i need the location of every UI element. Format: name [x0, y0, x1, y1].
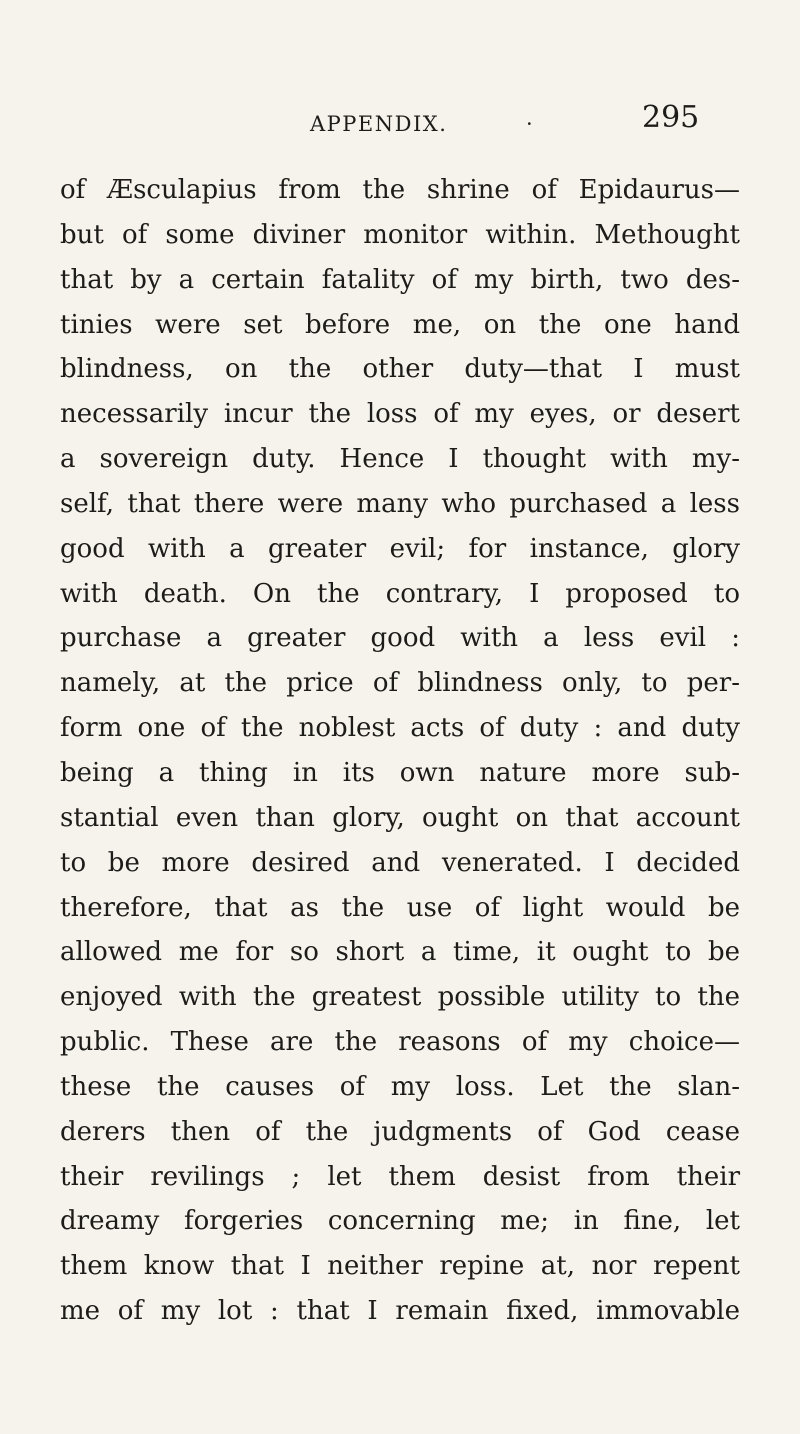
- running-head: APPENDIX.: [310, 112, 448, 136]
- text-line: but of some diviner monitor within. Methought: [60, 219, 740, 250]
- text-line: them know that I neither repine at, nor repent: [60, 1251, 740, 1282]
- text-line: me of my lot : that I remain fixed, immovable: [60, 1296, 740, 1327]
- page-number: 295: [642, 100, 700, 135]
- body-text: [60, 168, 740, 1334]
- text-line: of Æsculapius from the shrine of Epidaurus—: [60, 175, 740, 205]
- text-line: good with a greater evil; for instance, glory: [60, 533, 740, 564]
- header-separator: ·: [526, 112, 533, 136]
- text-line: form one of the noblest acts of duty : and duty: [60, 713, 740, 744]
- text-line: public. These are the reasons of my choice—: [60, 1027, 740, 1058]
- text-line: necessarily incur the loss of my eyes, or desert: [60, 399, 740, 430]
- text-line: namely, at the price of blindness only, to per-: [60, 668, 740, 699]
- text-line: enjoyed with the greatest possible utility to the: [60, 982, 740, 1013]
- text-line: with death. On the contrary, I proposed to: [60, 578, 740, 609]
- text-line: derers then of the judgments of God cease: [60, 1116, 740, 1147]
- text-line: that by a certain fatality of my birth, two des-: [60, 264, 740, 295]
- text-line: allowed me for so short a time, it ought to be: [60, 937, 740, 968]
- text-line: therefore, that as the use of light would be: [60, 892, 740, 923]
- text-line: self, that there were many who purchased a less: [60, 488, 740, 519]
- text-line: blindness, on the other duty—that I must: [60, 354, 740, 385]
- text-line: dreamy forgeries concerning me; in fine, let: [60, 1206, 740, 1237]
- text-line: their revilings ; let them desist from their: [60, 1161, 740, 1192]
- text-line: stantial even than glory, ought on that account: [60, 802, 740, 833]
- text-line: these the causes of my loss. Let the slan-: [60, 1071, 740, 1102]
- text-line: being a thing in its own nature more sub-: [60, 757, 740, 788]
- text-line: to be more desired and venerated. I decided: [60, 847, 740, 878]
- text-line: tinies were set before me, on the one hand: [60, 309, 740, 340]
- text-line: purchase a greater good with a less evil :: [60, 623, 740, 654]
- text-line: a sovereign duty. Hence I thought with my-: [60, 444, 740, 475]
